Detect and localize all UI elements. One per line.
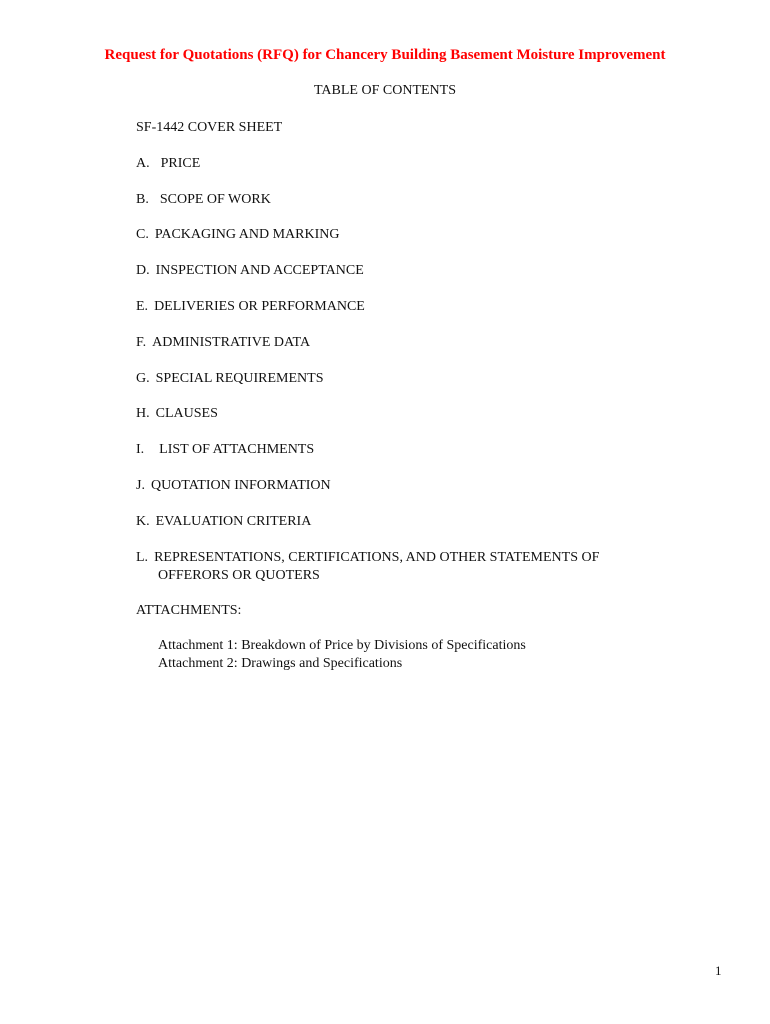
toc-letter: H. <box>136 406 150 422</box>
toc-label: REPRESENTATIONS, CERTIFICATIONS, AND OTHER STATEMENTS OF <box>154 549 600 565</box>
document-title: Request for Quotations (RFQ) for Chancery Building Basement Moisture Improvement <box>104 47 666 63</box>
toc-list <box>136 119 696 637</box>
toc-label: CLAUSES <box>155 406 218 422</box>
toc-item-a <box>136 155 696 173</box>
toc-item-i <box>136 441 696 459</box>
toc-item-j <box>136 477 696 495</box>
attachments-heading: ATTACHMENTS: <box>136 602 242 618</box>
toc-item-cover-sheet: SF-1442 COVER SHEET <box>136 120 283 135</box>
toc-letter: F. <box>136 334 147 350</box>
toc-item-h <box>136 405 696 423</box>
toc-item-b <box>136 191 696 209</box>
toc-label: EVALUATION CRITERIA <box>155 513 312 529</box>
toc-letter: I. <box>136 442 145 458</box>
toc-label: INSPECTION AND ACCEPTANCE <box>155 263 364 279</box>
toc-item-c <box>136 226 696 244</box>
toc-label: PACKAGING AND MARKING <box>154 227 340 243</box>
attachment-item: Attachment 2: Drawings and Specifications <box>158 656 403 671</box>
toc-label: LIST OF ATTACHMENTS <box>159 442 315 458</box>
toc-item-k <box>136 513 696 531</box>
toc-item-e <box>136 298 696 316</box>
toc-item-l <box>136 549 696 585</box>
page-number: 1 <box>715 963 722 978</box>
toc-letter: C. <box>136 227 149 243</box>
toc-letter: E. <box>136 298 149 314</box>
toc-letter: J. <box>136 477 145 493</box>
toc-label: ADMINISTRATIVE DATA <box>152 334 311 350</box>
toc-letter: D. <box>136 263 150 279</box>
toc-label: SCOPE OF WORK <box>159 191 271 207</box>
toc-label: SPECIAL REQUIREMENTS <box>155 370 324 386</box>
toc-label-continued: OFFERORS OR QUOTERS <box>158 567 320 583</box>
toc-item-f <box>136 334 696 352</box>
toc-letter: K. <box>136 513 150 529</box>
attachments-list <box>158 637 526 673</box>
toc-letter: G. <box>136 370 150 386</box>
toc-label: PRICE <box>160 155 201 171</box>
toc-label: DELIVERIES OR PERFORMANCE <box>154 298 365 314</box>
attachment-item: Attachment 1: Breakdown of Price by Divisions of Specifications <box>158 638 526 653</box>
toc-heading: TABLE OF CONTENTS <box>314 83 456 98</box>
toc-letter: B. <box>136 191 149 207</box>
toc-letter: L. <box>136 549 149 565</box>
toc-item-d <box>136 262 696 280</box>
toc-item-g <box>136 370 696 388</box>
toc-label: QUOTATION INFORMATION <box>150 477 331 493</box>
toc-letter: A. <box>136 155 150 171</box>
